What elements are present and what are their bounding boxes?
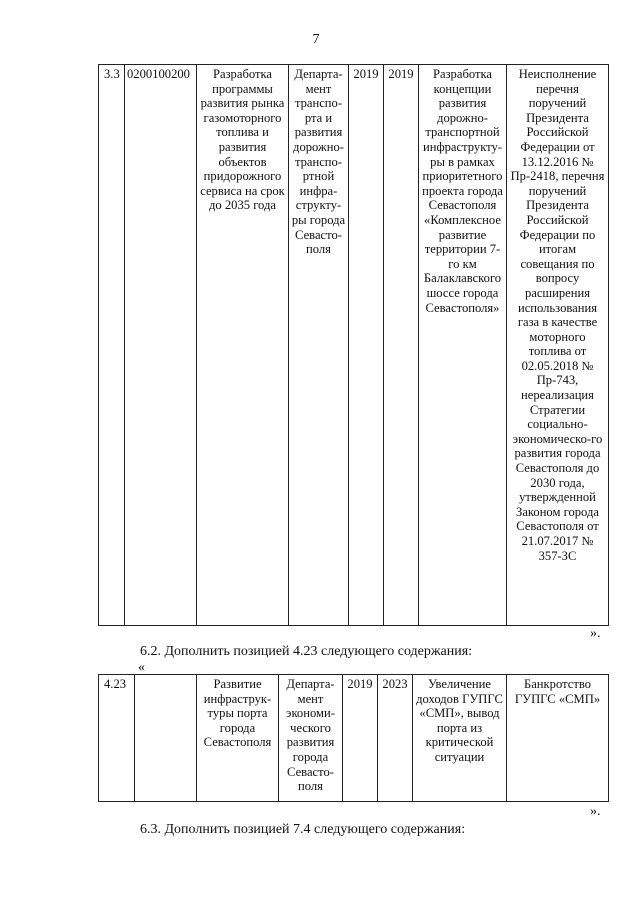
paragraph-6-3: 6.3. Дополнить позицией 7.4 следующего содержания: [140,822,466,837]
end-year: 2023 [378,675,413,802]
consequences: Неисполнение перечня поручений Президента Российской Федерации от 13.12.2016 № Пр-2418, перечня поручений Президента Российской Федерации по итогам совещания по вопросу расширения использования газа в качестве моторного топлива от 02.05.2018 № Пр-743, нереализация Стратегии социально-экономическо-го развития города Севастополя до 2030 года, утвержденной Законом города Севастополя от 21.07.2017 № 357-ЗС [507,65,609,626]
measure-name: Разработка программы развития рынка газомоторного топлива и развития объектов придорожного сервиса на срок до 2035 года [197,65,289,626]
position-number: 4.23 [99,675,135,802]
consequences: Банкротство ГУПГС «СМП» [507,675,609,802]
end-year: 2019 [384,65,419,626]
table-row [99,675,609,802]
budget-code [135,675,197,802]
position-3-3-table [98,64,609,626]
start-year: 2019 [349,65,384,626]
measure-name: Развитие инфраструк-туры порта города Севастополя [197,675,279,802]
opening-quote: « [138,660,145,675]
position-4-23-table [98,674,609,802]
budget-code: 0200100200 [125,65,197,626]
expected-result: Разработка концепции развития дорожно-транспортной инфраструкту-ры в рамках приоритетного проекта города Севастополя «Комплексное развитие территории 7-го км Балаклавского шоссе города Севастополя» [419,65,507,626]
page-number: 7 [312,32,320,47]
responsible-executor: Департа-мент транспо-рта и развития дорожно-транспо-ртной инфра-структу-ры города Севасто-поля [289,65,349,626]
table-row [99,65,609,626]
closing-quote: ». [590,626,601,641]
responsible-executor: Департа-мент экономи-ческого развития города Севасто-поля [279,675,343,802]
start-year: 2019 [343,675,378,802]
expected-result: Увеличение доходов ГУПГС «СМП», вывод порта из критической ситуации [413,675,507,802]
position-number: 3.3 [99,65,125,626]
closing-quote: ». [590,804,601,819]
paragraph-6-2: 6.2. Дополнить позицией 4.23 следующего содержания: [140,644,473,659]
